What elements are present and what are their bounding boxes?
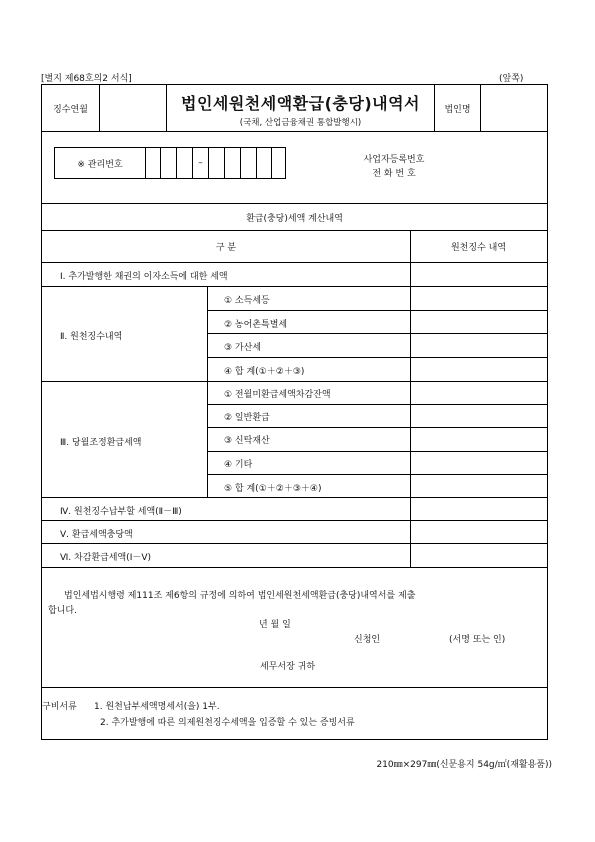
group-2-label: Ⅱ. 원천징수내역 [60,332,123,342]
corp-name-field[interactable] [481,85,547,131]
applicant-label: 신청인 [354,635,381,645]
mgmt-box-5[interactable] [225,148,241,178]
management-number [54,147,286,179]
statement-line-1: 법인세법시행령 제111조 제6항의 규정에 의하여 법인세원천세액환급(충당)내역서를 제출 [64,591,416,601]
group-3-item-2: ② 일반환급 [224,413,270,423]
form-title: 법인세원천세액환급(충당)내역서 [180,94,420,113]
row-4-label: Ⅳ. 원천징수납부할 세액(Ⅱ－Ⅲ) [60,507,182,517]
signature-field[interactable]: (서명 또는 인) [449,635,506,645]
form-subtitle: (국채, 산업금융채권 통합발행시) [239,118,362,128]
form-number: [별지 제68호의2 서식] [41,74,132,84]
row-1-label: Ⅰ. 추가발행한 채권의 이자소득에 대한 세액 [60,272,228,282]
group-2-item-1: ① 소득세등 [224,296,270,306]
group-3-item-4: ④ 기타 [224,460,253,470]
row-6-label: Ⅵ. 차감환급세액(Ⅰ－Ⅴ) [60,553,152,563]
group-3-item-1: ① 전월미환급세액차감잔액 [224,390,331,400]
mgmt-box-6[interactable] [241,148,257,178]
mgmt-box-3[interactable] [177,148,193,178]
row-5-label: Ⅴ. 환급세액충당액 [60,530,133,540]
phone-label: 전 화 번 호 [372,169,416,179]
col-header-withholding: 원천징수 내역 [450,243,507,253]
collection-month-field[interactable] [100,85,167,131]
attach-item-1: 1. 원천납부세액명세서(을) 1부. [94,702,220,712]
col-header-category: 구 분 [215,243,237,253]
statement-line-2: 합니다. [48,606,77,616]
mgmt-box-2[interactable] [161,148,177,178]
mgmt-box-4[interactable] [209,148,225,178]
collection-month-label: 징수연월 [42,85,100,131]
paper-spec: 210㎜×297㎜(신문용지 54g/㎡(재활용품)) [376,760,552,770]
group-3-label: Ⅲ. 당월조정환급세액 [60,438,142,448]
section-title: 환급(충당)세액 계산내역 [246,214,343,224]
form-header [42,85,547,132]
date-field[interactable]: 년 월 일 [259,620,291,630]
refund-form [41,84,548,740]
corp-name-label: 법인명 [435,85,481,131]
group-2-item-3: ③ 가산세 [224,343,262,353]
page-side: (앞쪽) [499,74,524,84]
group-3-item-3: ③ 신탁재산 [224,436,270,446]
mgmt-box-7[interactable] [257,148,272,178]
mgmt-box-1[interactable] [145,148,161,178]
attach-label: 구비서류 [42,702,77,712]
management-number-label: ※ 관리번호 [55,148,146,178]
group-2-item-2: ② 농어촌특별세 [224,320,288,330]
attach-item-2: 2. 추가발행에 따른 의제원천징수세액을 입증할 수 있는 증빙서류 [100,718,355,728]
group-3-item-5: ⑤ 합 계(①＋②＋③＋④) [224,484,322,494]
addressee: 세무서장 귀하 [260,662,316,672]
group-2-item-4: ④ 합 계(①＋②＋③) [224,367,305,377]
biz-reg-no-label: 사업자등록번호 [363,155,425,165]
mgmt-box-8[interactable] [272,148,285,178]
mgmt-dash: – [193,148,209,178]
